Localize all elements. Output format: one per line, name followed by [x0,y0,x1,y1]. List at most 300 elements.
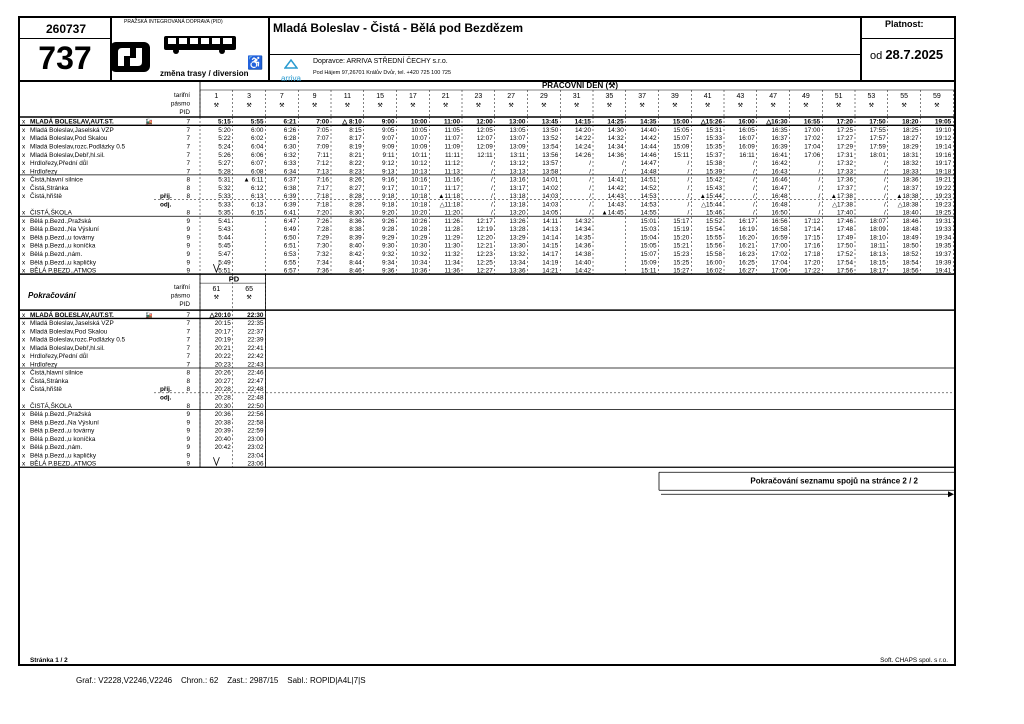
departure-time: 13:05 [509,126,526,134]
workday-symbol: ⚒ [213,295,220,302]
departure-time: 14:05 [542,209,559,217]
departure-time: 14:34 [575,226,591,234]
departure-time: 23:04 [247,452,264,460]
departure-time: 17:57 [869,135,886,143]
departure-time: 20:30 [214,402,231,410]
departure-time: △15:26 [700,118,722,126]
departure-time: 17:54 [837,259,853,267]
departure-time: 15:11 [640,267,657,275]
departure-time: 6:13 [251,201,264,209]
departure-time: 17:15 [804,234,821,242]
departure-time: 22:59 [247,427,264,435]
departure-time: 20:21 [214,344,231,352]
departure-time: 16:59 [771,234,788,242]
departure-time: 14:42 [607,184,624,192]
departure-time: 5:44 [218,234,231,242]
departure-time: 6:53 [283,250,297,258]
departure-time: 17:22 [804,267,821,275]
departure-time: / [687,168,690,176]
departure-time: 9:05 [382,126,395,134]
departure-time: 19:05 [934,118,952,126]
stop-marker: x [22,411,26,419]
departure-time: 11:32 [444,250,460,258]
departure-time: 13:09 [509,143,526,151]
departure-time: 9:13 [382,168,395,176]
departure-time: 6:37 [283,176,297,184]
departure-time: 7:30 [316,242,329,250]
departure-time: 16:50 [771,209,788,217]
departure-time: 14:52 [640,184,657,192]
departure-time: 17:36 [837,176,853,184]
departure-time: ▲11:18 [438,193,460,201]
departure-time: △ 8:10 [342,118,362,126]
departure-time: 20:27 [214,377,231,385]
fare-zone: 9 [186,444,190,452]
departure-time: 8:22 [349,160,362,168]
departure-time: 17:02 [771,250,788,258]
departure-time: 5:27 [218,160,231,168]
departure-time: 15:09 [640,259,657,267]
departure-time: 5:32 [218,184,231,192]
departure-time: 8:19 [349,143,362,151]
stop-marker: x [22,226,26,234]
departure-time: 19:16 [935,151,952,159]
departure-time: 15:01 [640,217,657,225]
departure-time: 10:17 [411,184,428,192]
continuation-note: Pokračování seznamu spojů na stránce 2 / 2 [750,476,918,486]
departure-time: 22:35 [247,320,264,328]
departure-time: 6:02 [251,135,264,143]
departure-time: / [818,193,821,201]
departure-time: 23:02 [247,444,264,452]
stop-name: Bělá p.Bezd.,u kapličky [30,452,97,460]
arrival-departure-label: odj. [160,394,172,402]
departure-time: 15:21 [673,242,690,250]
departure-time: 9:18 [382,193,395,201]
departure-time: 19:22 [935,184,952,192]
departure-time: 20:40 [214,435,231,443]
departure-time: 16:20 [738,234,755,242]
departure-time: 8:38 [349,226,362,234]
departure-time: 17:18 [804,250,821,258]
departure-time: 5:41 [218,217,231,225]
fare-zone: 9 [186,419,190,427]
departure-time: 18:37 [902,184,919,192]
departure-time: 12:21 [476,242,493,250]
departure-time: / [818,184,821,192]
departure-time: 18:49 [902,234,919,242]
departure-time: 5:20 [218,126,231,134]
departure-time: 18:50 [902,242,919,250]
departure-time: 19:37 [935,250,952,258]
departure-time: 13:32 [509,250,526,258]
column-header-label: PID [179,109,190,116]
departure-time: 17:50 [869,118,886,126]
departure-time: 5:33 [218,193,231,201]
fare-zone: 7 [186,344,190,352]
workday-symbol: ⚒ [672,103,678,109]
trip-number: 41 [703,93,712,100]
fare-zone: 9 [186,452,190,460]
stop-marker: x [22,336,26,344]
departure-time: 15:20 [673,234,690,242]
trip-number: 51 [834,93,843,100]
departure-time: 22:37 [247,328,264,336]
trip-number: 61 [212,286,221,294]
departure-time: 20:19 [214,336,231,344]
departure-time: 8:39 [349,234,362,242]
stop-name: Bělá p.Bezd.,u koníčka [30,435,96,443]
fare-zone: 8 [186,402,190,410]
stop-marker: x [22,369,26,377]
departure-time: 5:33 [218,201,231,209]
departure-time: △17:38 [832,201,853,209]
fare-zone: 9 [186,435,190,443]
stop-marker: x [22,435,26,443]
departure-time: 12:11 [477,151,493,159]
stop-name: ČISTÁ,ŠKOLA [30,402,72,410]
stop-name: Čistá,Stránka [30,184,69,192]
fare-zone: 7 [186,151,190,159]
departure-time: 14:43 [607,193,624,201]
departure-time: 22:48 [247,394,264,402]
departure-time: 14:35 [575,234,591,242]
departure-time: 5:47 [218,250,231,258]
departure-time: 16:46 [771,176,788,184]
departure-time: 6:47 [283,217,297,225]
departure-time: 15:39 [706,168,722,176]
departure-time: 14:53 [640,201,657,209]
departure-time: 16:17 [738,217,755,225]
departure-time: / [883,176,886,184]
departure-time: 9:29 [382,234,395,242]
fare-zone: 9 [186,259,190,267]
departure-time: 13:12 [509,160,526,168]
stop-marker: x [22,143,26,151]
departure-time: 17:00 [804,126,821,134]
workday-symbol: ⚒ [901,103,907,109]
departure-time: 9:16 [382,176,395,184]
departure-time: 7:26 [316,217,329,225]
departure-time: 13:13 [509,168,526,176]
departure-time: 10:09 [411,143,428,151]
departure-time: 6:26 [283,126,297,134]
departure-time: 13:52 [542,135,559,143]
departure-time: 17:40 [837,209,853,217]
stop-name: Mladá Boleslav,Pod Skalou [30,328,108,336]
departure-time: 16:41 [771,151,788,159]
departure-time: 16:19 [738,226,755,234]
departure-time: 7:36 [316,267,329,275]
trip-number: 23 [474,93,483,100]
departure-time: 13:29 [509,234,526,242]
departure-time: △18:38 [897,201,919,209]
departure-time: 18:36 [902,176,919,184]
departure-time: 13:17 [509,184,526,192]
stop-name: Bělá p.Bezd.,u továrny [30,427,95,435]
departure-time: 17:25 [837,126,853,134]
fare-zone: 9 [186,411,190,419]
stop-marker: x [22,377,26,385]
departure-time: 11:17 [444,184,460,192]
departure-time: / [687,209,690,217]
departure-time: 15:19 [673,226,690,234]
departure-time: 13:07 [509,135,526,143]
departure-time: 10:13 [411,168,428,176]
departure-time: 11:09 [444,143,460,151]
departure-time: 14:01 [542,176,559,184]
departure-time: / [490,160,493,168]
stop-marker: x [22,184,26,192]
trip-number: 31 [572,93,581,100]
departure-time: / [490,176,493,184]
stop-name: Bělá p.Bezd.,u kapličky [30,259,97,267]
departure-time: 5:45 [218,242,231,250]
departure-time: 7:07 [316,135,329,143]
departure-time: 20:17 [214,328,231,336]
departure-time: 13:16 [509,176,526,184]
fare-zone: 8 [186,377,190,385]
stop-marker: x [22,361,26,369]
departure-time: 18:17 [869,267,886,275]
departure-time: 16:00 [706,259,722,267]
departure-time: 14:38 [575,250,591,258]
departure-time: 17:16 [804,242,821,250]
departure-time: 14:02 [542,184,559,192]
departure-time: 15:09 [673,143,690,151]
departure-time: 14:43 [607,201,624,209]
departure-time: 7:20 [316,209,329,217]
departure-time: 9:17 [382,184,395,192]
departure-time: 15:05 [673,126,690,134]
departure-time: 17:37 [837,184,853,192]
departure-time: 14:41 [607,176,624,184]
departure-time: 15:33 [706,135,722,143]
departure-time: / [752,168,755,176]
departure-time: 6:39 [283,193,297,201]
departure-time: 6:28 [283,135,297,143]
departure-time: 19:41 [935,267,952,275]
departure-time: / [752,193,755,201]
departure-time: 14:21 [542,267,559,275]
stop-name: Mladá Boleslav,Jaselská VZP [30,320,114,328]
departure-time: 8:36 [349,217,362,225]
departure-time: 6:38 [283,184,297,192]
departure-time: 6:34 [283,168,297,176]
departure-time: 13:45 [541,118,559,126]
departure-time: 17:06 [804,151,821,159]
departure-time: 14:42 [640,135,657,143]
validity-label: Platnost: [885,19,924,29]
departure-time: 18:56 [902,267,919,275]
departure-time: 9:20 [382,209,395,217]
departure-time: 6:51 [283,242,297,250]
departure-time: 22:43 [247,361,264,369]
software-credit: Soft. CHAPS spol. s r.o. [880,657,948,664]
departure-time: 17:31 [837,151,853,159]
workday-symbol: ⚒ [475,103,482,109]
departure-time: 14:48 [640,168,657,176]
departure-time: 17:00 [771,242,788,250]
departure-time: 14:26 [575,151,591,159]
departure-time: / [621,160,624,168]
stop-marker: x [22,311,26,319]
departure-time: 8:26 [349,176,362,184]
departure-time: 10:20 [411,209,428,217]
departure-time: 15:46 [706,209,722,217]
departure-time: 14:46 [640,151,657,159]
departure-time: 19:23 [935,201,952,209]
departure-time: 17:14 [804,226,821,234]
workday-symbol: ⚒ [704,103,711,109]
departure-time: 20:23 [214,361,231,369]
departure-time: 23:00 [247,435,264,443]
departure-time: 17:59 [869,143,886,151]
departure-time: 13:34 [509,259,526,267]
departure-time: 7:32 [316,250,329,258]
departure-time: 10:34 [411,259,428,267]
workday-symbol: ⚒ [770,103,776,109]
departure-time: 18:13 [869,250,886,258]
departure-time: / [818,209,821,217]
stop-name: BĚLÁ P.BEZD.,ATMOS [30,267,97,275]
departure-time: 14:47 [640,160,657,168]
stop-marker: x [22,118,26,126]
fare-zone: 7 [186,143,190,151]
workday-symbol: ⚒ [934,103,940,109]
departure-time: 10:11 [411,151,428,159]
departure-time: 13:26 [509,217,526,225]
departure-time: 18:29 [902,143,919,151]
trip-number: 65 [245,286,254,294]
departure-time: 11:20 [444,209,460,217]
departure-time: 15:00 [672,118,690,126]
fare-zone: 8 [186,184,190,192]
stop-name: Čistá,hlavní silnice [30,176,83,184]
fare-zone: 7 [186,336,190,344]
departure-time: 17:06 [771,267,788,275]
fare-zone: 9 [186,267,190,275]
departure-time: 10:28 [411,226,428,234]
departure-time: / [687,176,690,184]
departure-time: 16:55 [803,118,821,126]
workday-symbol: ⚒ [246,103,252,109]
departure-time: 15:11 [673,151,690,159]
departure-time: 22:42 [247,353,264,361]
page-label: Stránka 1 / 2 [30,657,68,664]
stop-marker: x [22,419,26,427]
fare-zone: 9 [186,460,190,468]
stop-marker: x [22,452,26,460]
departure-time: 14:42 [575,267,591,275]
stop-marker: x [22,402,26,410]
continuation-title: Pokračování [28,291,76,301]
departure-time: 14:32 [575,217,591,225]
departure-time: 18:07 [869,217,886,225]
departure-time: 12:23 [476,250,493,258]
departure-time: 14:20 [575,126,591,134]
departure-time: 7:12 [316,160,329,168]
departure-time: 20:15 [214,320,231,328]
trip-number: 3 [247,93,252,100]
departure-time: 16:42 [771,160,788,168]
departure-time: 22:41 [247,344,264,352]
fare-zone: 7 [186,361,190,369]
departure-time: 18:31 [902,151,919,159]
departure-time: 16:35 [771,126,788,134]
departure-time: 19:31 [935,217,952,225]
arrival-departure-label: příj. [160,386,172,394]
departure-time: 13:54 [542,143,559,151]
workday-symbol: ⚒ [410,103,416,109]
workday-symbol: ⚒ [573,103,580,109]
departure-time: 5:49 [218,259,231,267]
departure-time: 14:03 [542,193,559,201]
departure-time: 11:11 [444,151,460,159]
workday-symbol: ⚒ [606,103,613,109]
departure-time: 10:18 [411,201,428,209]
departure-time: 11:26 [444,217,460,225]
departure-time: 14:03 [542,201,559,209]
departure-time: 6:33 [283,160,297,168]
stop-name: Hrdlořezy [30,168,58,176]
departure-time: 20:28 [214,394,231,402]
departure-time: 22:48 [247,386,264,394]
departure-time: 6:57 [283,267,297,275]
departure-time: 15:03 [640,226,657,234]
departure-time: 15:07 [673,135,690,143]
fare-zone: 7 [186,328,190,336]
departure-time: 6:55 [283,259,297,267]
validity-date: od 28.7.2025 [870,47,944,62]
arrival-departure-label: odj. [160,201,172,209]
departure-time: 11:36 [444,267,460,275]
fare-zone: 9 [186,226,190,234]
departure-time: 8:46 [349,267,362,275]
departure-time: 6:08 [251,168,264,176]
departure-time: 12:25 [476,259,493,267]
departure-time: / [490,209,493,217]
departure-time: 19:23 [935,193,952,201]
departure-time: 10:36 [411,267,428,275]
stop-name: Bělá p.Bezd.,Na Výsluní [30,419,99,427]
trip-number: 37 [638,93,647,100]
stop-name: Čistá,hřiště [30,386,62,394]
departure-time: 20:26 [214,369,231,377]
departure-time: 18:27 [902,135,919,143]
departure-time: 14:32 [607,135,624,143]
departure-time: 12:27 [476,267,493,275]
departure-time: 18:10 [869,234,886,242]
stop-marker: x [22,267,26,275]
route-title: Mladá Boleslav - Čistá - Bělá pod Bezdězem [273,21,524,35]
departure-time: 16:48 [771,201,788,209]
departure-time: / [883,201,886,209]
fare-zone: 8 [186,193,190,201]
departure-time: 13:00 [509,118,526,126]
fare-zone: 7 [186,168,190,176]
departure-time: 18:09 [869,226,886,234]
departure-time: 10:32 [411,250,428,258]
departure-time: 16:25 [738,259,755,267]
departure-time: 19:39 [935,259,952,267]
departure-time: 8:28 [349,201,362,209]
departure-time: 19:18 [935,168,952,176]
departure-time: 14:11 [542,217,559,225]
departure-time: 11:07 [444,135,460,143]
departure-time: 5:15 [217,118,231,126]
stop-marker: x [22,320,26,328]
